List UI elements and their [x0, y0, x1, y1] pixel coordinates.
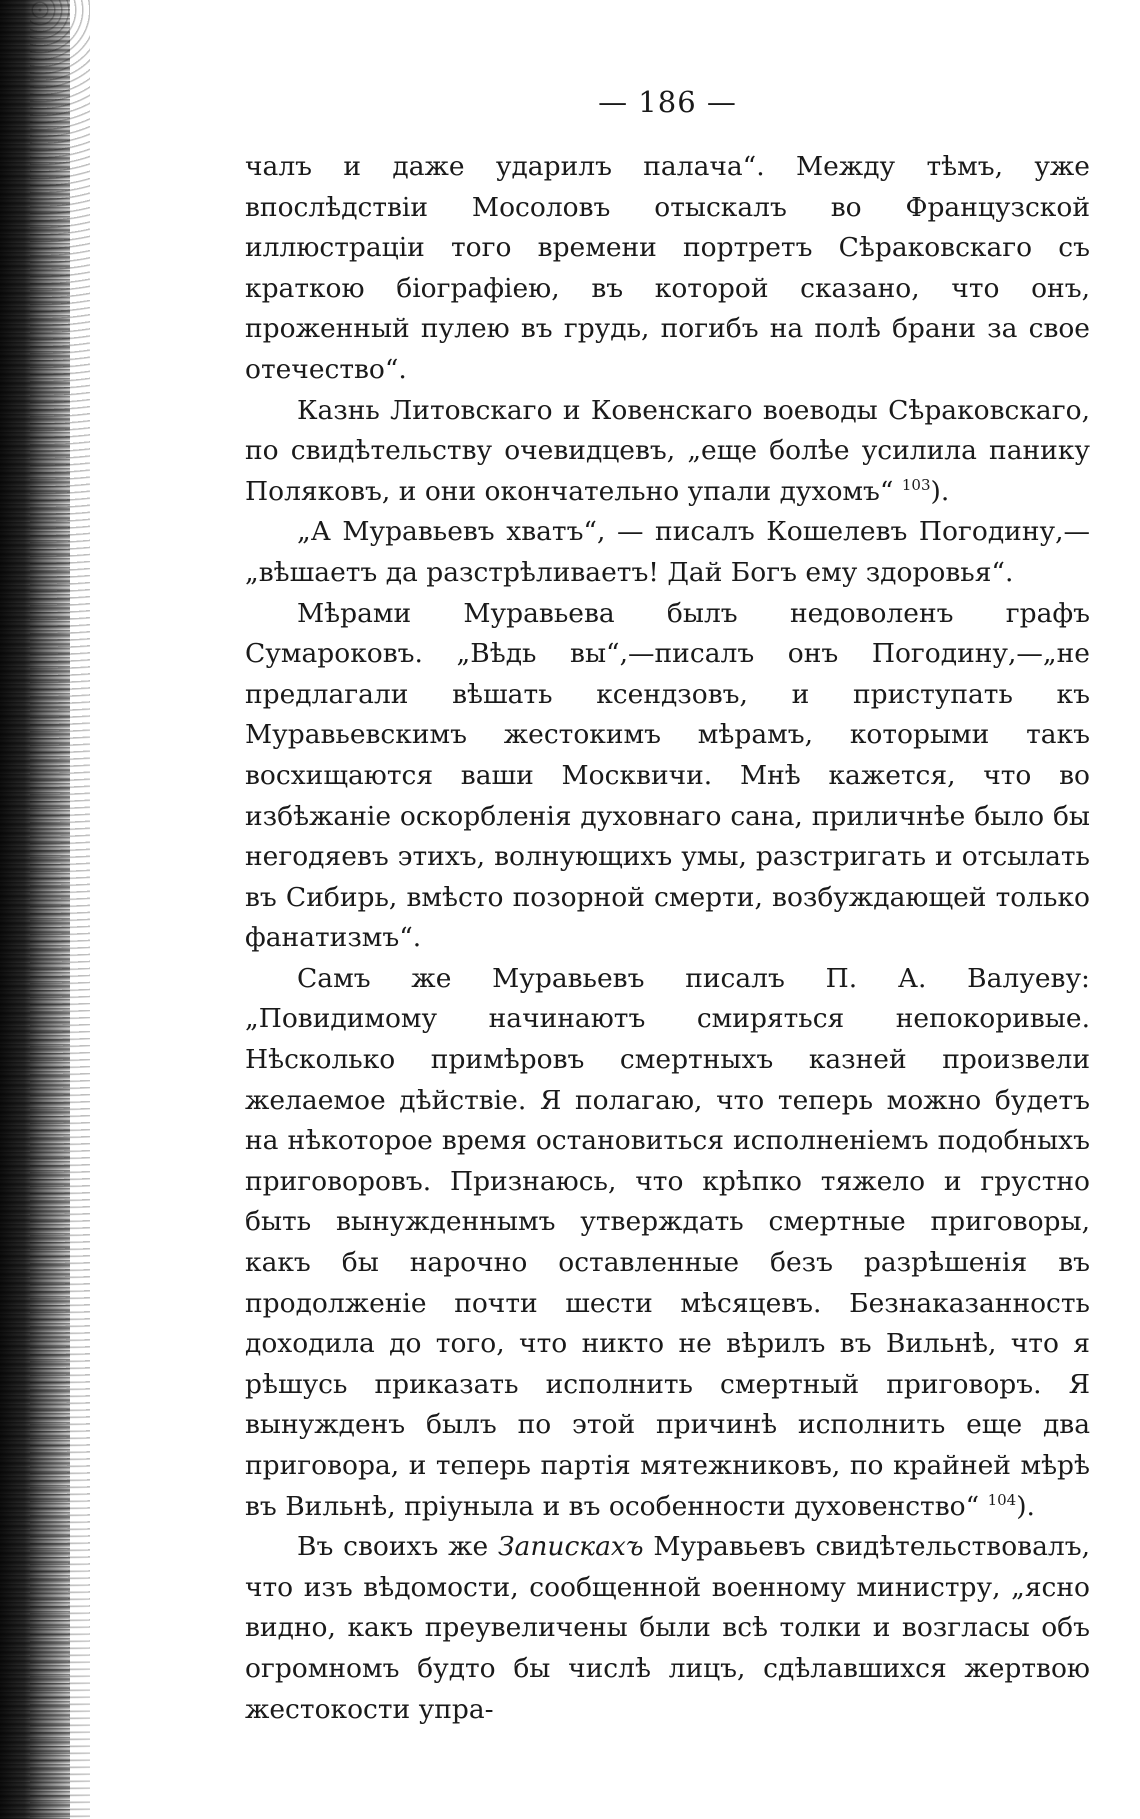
paragraph	[245, 147, 1090, 391]
book-page	[245, 85, 1090, 1730]
paragraph-text: Мѣрами Муравьева былъ недоволенъ графъ Сумароковъ. „Вѣдь вы“,—писалъ онъ Погодину,—„не предлагали вѣшать ксендзовъ, и приступать къ Муравьевскимъ жестокимъ мѣрамъ, которыми такъ восхищаются ваши Москвичи. Мнѣ кажется, что во избѣжаніе оскорбленія духовнаго сана, приличнѣе было бы негодяевъ этихъ, волнующихъ умы, разстригать и отсылать въ Сибирь, вмѣсто позорной смерти, возбуждающей только фанатизмъ“.	[245, 597, 1090, 954]
paragraph-text: Въ своихъ же	[297, 1531, 499, 1563]
paragraph-text: Муравьевъ свидѣтельствовалъ, что изъ вѣдомости, сообщенной военному министру, „ясно видно, какъ преувеличены были всѣ толки и возгласы объ огромномъ будто бы числѣ лицъ, сдѣлавшихся жертвою жестокости упра-	[245, 1531, 1090, 1725]
paragraph	[245, 512, 1090, 593]
page-number: — 186 —	[598, 85, 737, 119]
paragraph	[245, 959, 1090, 1527]
paragraph-text: Самъ же Муравьевъ писалъ П. А. Валуеву: „Повидимому начинаютъ смиряться непокоривые. Нѣсколько примѣровъ смертныхъ казней произвели желаемое дѣйствіе. Я полагаю, что теперь можно будетъ на нѣкоторое время остановиться исполненіемъ подобныхъ приговоровъ. Признаюсь, что крѣпко тяжело и грустно быть вынужденнымъ утверждать смертные приговоры, какъ бы нарочно оставленные безъ разрѣшенія въ продолженіе почти шести мѣсяцевъ. Безнаказанность доходила до того, что никто не вѣрилъ въ Вильнѣ, что я рѣшусь приказать исполнить смертный приговоръ. Я вынужденъ былъ по этой причинѣ исполнить еще два приговора, и теперь партія мятежниковъ, по крайней мѣрѣ въ Вильнѣ, пріуныла и въ особенности духовенство“	[245, 962, 1090, 1522]
footnote-ref: 104	[987, 1490, 1017, 1509]
paragraph-text: ).	[930, 475, 950, 507]
paragraph	[245, 1527, 1090, 1730]
italic-title: Запискахъ	[498, 1531, 644, 1563]
paragraph-text: „А Муравьевъ хватъ“, — писалъ Кошелевъ Погодину,— „вѣшаетъ да разстрѣливаетъ! Дай Богъ ему здоровья“.	[245, 516, 1090, 588]
paragraph	[245, 391, 1090, 513]
paragraph-text: чалъ и даже ударилъ палача“. Между тѣмъ, уже впослѣдствіи Мосоловъ отыскалъ во Французской иллюстраціи того времени портретъ Сѣраковскаго съ краткою біографіею, въ которой сказано, что онъ, проженный пулею въ грудь, погибъ на полѣ брани за свое отечество“.	[245, 151, 1090, 385]
paragraph	[245, 594, 1090, 959]
paragraph-text: ).	[1016, 1490, 1035, 1522]
paragraph-text: Казнь Литовскаго и Ковенскаго воеводы Сѣраковскаго, по свидѣтельству очевидцевъ, „еще болѣе усилила панику Поляковъ, и они окончательно упали духомъ“	[245, 394, 1090, 507]
scan-binding-edge	[0, 0, 70, 1819]
footnote-ref: 103	[901, 475, 931, 494]
page-body-text	[245, 147, 1090, 1730]
